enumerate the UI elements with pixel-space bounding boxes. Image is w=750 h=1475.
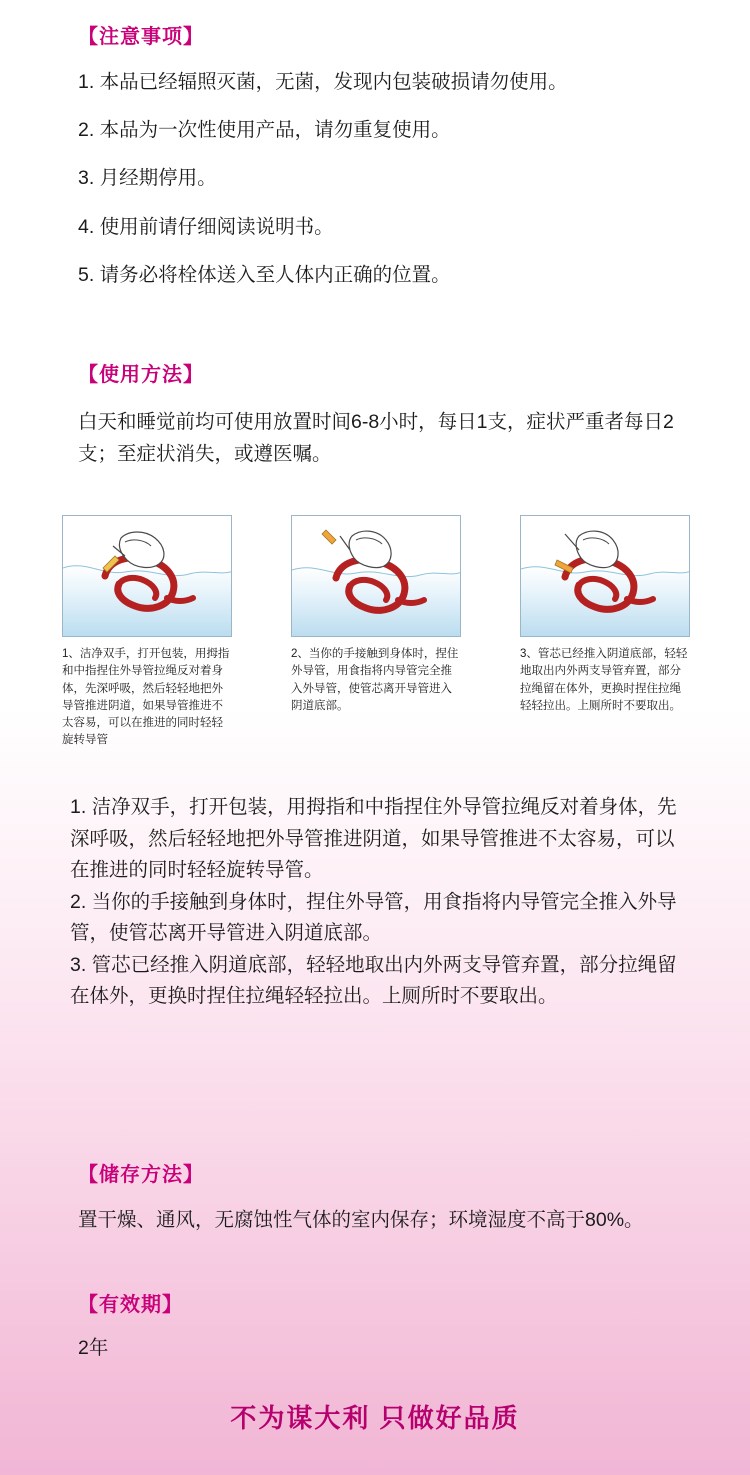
footer-slogan: 不为谋大利 只做好品质 bbox=[230, 1403, 520, 1433]
notice-item: 3. 月经期停用。 bbox=[78, 167, 217, 190]
step-text: 2. 当你的手接触到身体时，捏住外导管，用食指将内导管完全推入外导管，使管芯离开导管进入阴道底部。 bbox=[70, 890, 677, 945]
notice-heading: 【注意事项】 bbox=[78, 26, 204, 48]
illustration-block bbox=[291, 515, 463, 750]
steps-section bbox=[70, 792, 686, 1013]
anatomy-diagram-icon bbox=[521, 516, 690, 637]
illustration-block bbox=[520, 515, 692, 750]
storage-paragraph: 置干燥、通风，无腐蚀性气体的室内保存；环境湿度不高于80%。 bbox=[78, 1209, 644, 1231]
illustration-caption: 2、当你的手接触到身体时，捏住外导管，用食指将内导管完全推入外导管，使管芯离开导管进入阴道底部。 bbox=[291, 648, 459, 712]
usage-section bbox=[78, 358, 684, 470]
illustration-caption: 1、洁净双手，打开包装，用拇指和中指捏住外导管拉绳反对着身体，先深呼吸，然后轻轻地把外导管推进阴道，如果导管推进不太容易，可以在推进的同时轻轻旋转导管 bbox=[62, 648, 230, 747]
notice-section bbox=[78, 20, 678, 308]
step-text: 3. 管芯已经推入阴道底部，轻轻地取出内外两支导管弃置，部分拉绳留在体外，更换时捏住拉绳轻轻拉出。上厕所时不要取出。 bbox=[70, 953, 677, 1008]
step-text: 1. 洁净双手，打开包装，用拇指和中指捏住外导管拉绳反对着身体，先深呼吸，然后轻轻地把外导管推进阴道，如果导管推进不太容易，可以在推进的同时轻轻旋转导管。 bbox=[70, 796, 677, 882]
illustration-strip bbox=[62, 515, 692, 750]
step-two-illustration bbox=[291, 515, 461, 637]
validity-value: 2年 bbox=[78, 1337, 109, 1359]
illustration-caption: 3、管芯已经推入阴道底部，轻轻地取出内外两支导管弃置，部分拉绳留在体外，更换时捏住拉绳轻轻拉出。上厕所时不要取出。 bbox=[520, 648, 688, 712]
usage-paragraph: 白天和睡觉前均可使用放置时间6-8小时，每日1支，症状严重者每日2支；至症状消失，或遵医嘱。 bbox=[78, 411, 674, 465]
anatomy-diagram-icon bbox=[63, 516, 232, 637]
notice-item: 2. 本品为一次性使用产品，请勿重复使用。 bbox=[78, 119, 451, 142]
validity-heading: 【有效期】 bbox=[78, 1294, 183, 1316]
step-three-illustration bbox=[520, 515, 690, 637]
validity-section bbox=[78, 1288, 690, 1365]
illustration-block bbox=[62, 515, 234, 750]
storage-section bbox=[78, 1158, 690, 1237]
notice-item: 4. 使用前请仔细阅读说明书。 bbox=[78, 215, 334, 238]
storage-heading: 【储存方法】 bbox=[78, 1164, 204, 1186]
notice-item: 5. 请务必将栓体送入至人体内正确的位置。 bbox=[78, 263, 451, 286]
step-one-illustration bbox=[62, 515, 232, 637]
usage-heading: 【使用方法】 bbox=[78, 364, 204, 386]
notice-item: 1. 本品已经辐照灭菌，无菌，发现内包装破损请勿使用。 bbox=[78, 71, 568, 93]
anatomy-diagram-icon bbox=[292, 516, 461, 637]
